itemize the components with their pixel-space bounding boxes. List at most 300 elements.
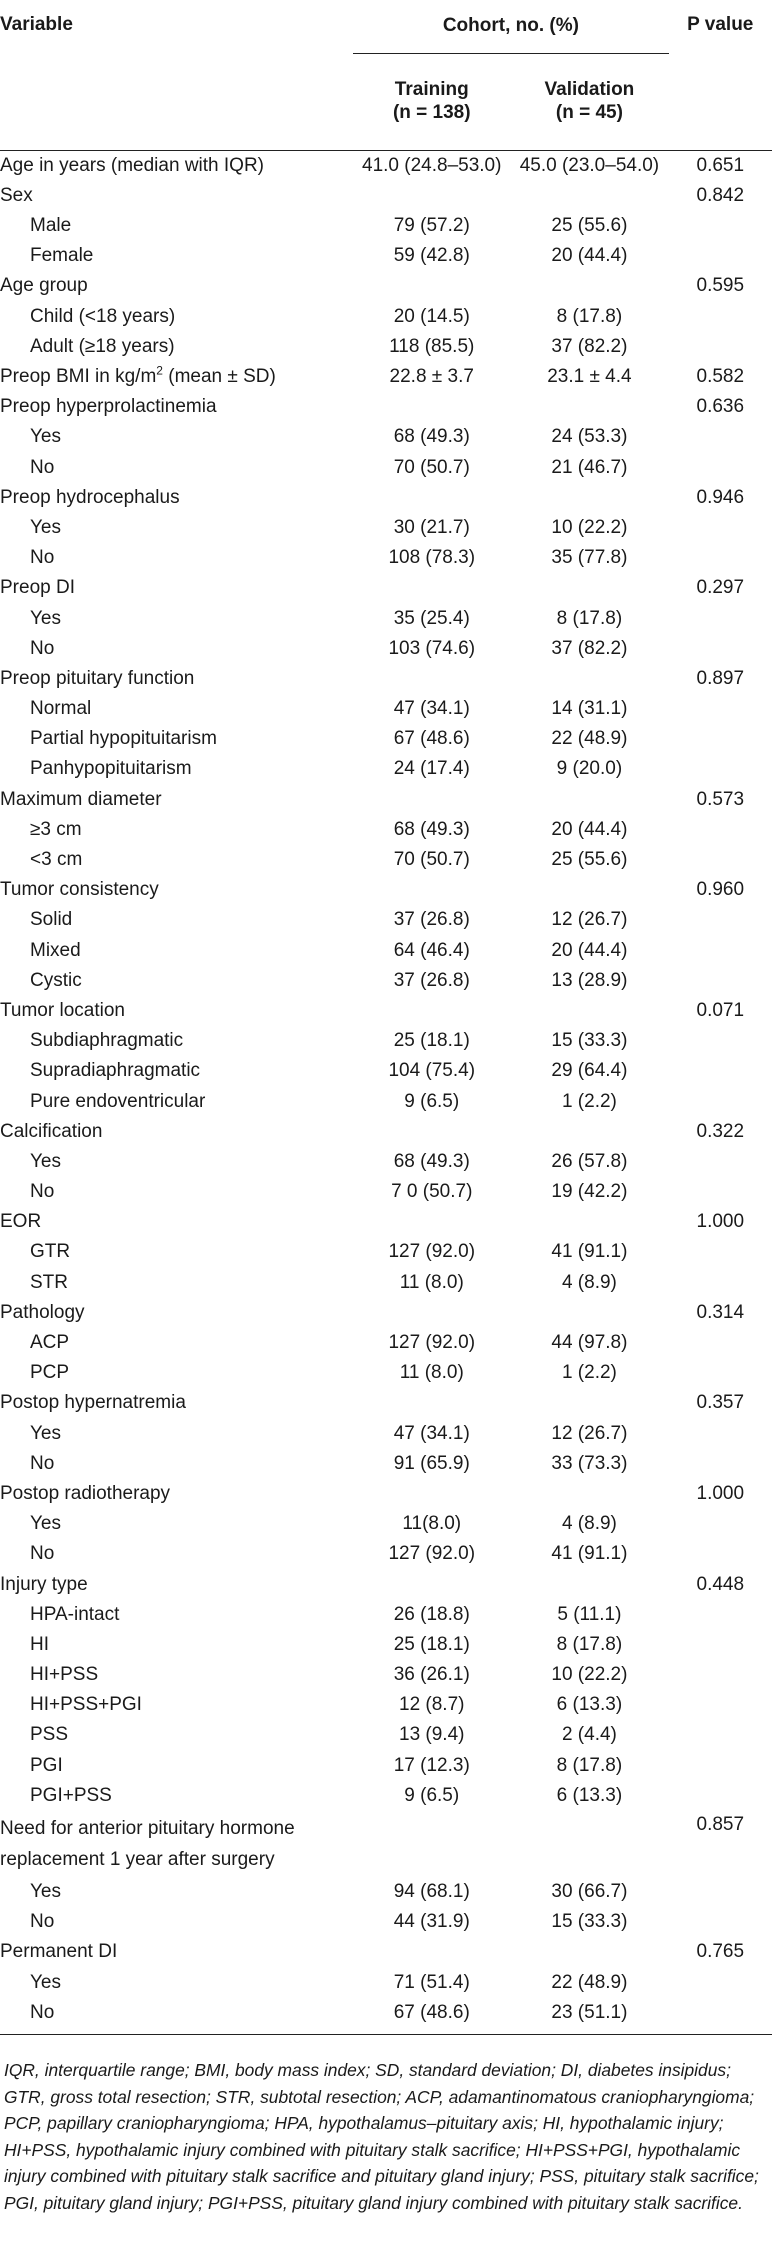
- table-row: [0, 725, 772, 755]
- variable-cell: Yes: [30, 1881, 61, 1902]
- p-value-cell: 0.573: [696, 788, 745, 810]
- variable-cell: Mixed: [30, 939, 81, 961]
- p-value-cell: [669, 242, 772, 272]
- variable-cell: Female: [30, 245, 94, 267]
- table-row: [0, 574, 772, 604]
- validation-cell: 12 (26.7): [551, 909, 628, 931]
- training-cell: 59 (42.8): [393, 245, 470, 267]
- validation-cell: 14 (31.1): [551, 698, 628, 720]
- p-value-cell: [669, 1177, 772, 1207]
- validation-cell: 8 (17.8): [556, 607, 623, 629]
- p-value-cell: [669, 1908, 772, 1938]
- table-row: [0, 393, 772, 423]
- training-cell: 22.8 ± 3.7: [389, 366, 474, 387]
- validation-cell: 22 (48.9): [551, 1971, 628, 1993]
- training-cell: 91 (65.9): [393, 1452, 470, 1474]
- p-value-cell: 0.946: [696, 486, 745, 508]
- validation-cell: 19 (42.2): [551, 1181, 628, 1203]
- training-cell: 11(8.0): [402, 1513, 462, 1535]
- variable-cell: HPA-intact: [30, 1603, 120, 1625]
- validation-cell: [510, 996, 668, 1026]
- training-cell: 13 (9.4): [399, 1724, 465, 1746]
- header-validation: [510, 54, 668, 151]
- validation-cell: [510, 664, 668, 694]
- p-value-cell: [669, 543, 772, 573]
- table-row: [0, 362, 772, 392]
- table-row: [0, 1268, 772, 1298]
- p-value-cell: [669, 755, 772, 785]
- validation-cell: 44 (97.8): [551, 1332, 628, 1353]
- table-row: [0, 1721, 772, 1751]
- table-row: [0, 1660, 772, 1690]
- variable-cell: Adult (≥18 years): [30, 335, 175, 357]
- table-row: [0, 1419, 772, 1449]
- table-row: [0, 1630, 772, 1660]
- training-cell: 12 (8.7): [399, 1694, 465, 1716]
- header-training-name: Training: [394, 79, 469, 101]
- variable-cell: Preop DI: [0, 577, 75, 599]
- validation-cell: 20 (44.4): [551, 939, 628, 961]
- validation-cell: 41 (91.1): [551, 1241, 628, 1263]
- training-cell: 9 (6.5): [404, 1090, 460, 1112]
- table-row: [0, 1026, 772, 1056]
- variable-cell: Pathology: [0, 1301, 85, 1323]
- training-cell: 47 (34.1): [393, 1422, 470, 1444]
- p-value-cell: [669, 1087, 772, 1117]
- variable-cell: Yes: [30, 607, 61, 629]
- p-value-cell: 1.000: [696, 1211, 745, 1233]
- variable-cell: Preop hydrocephalus: [0, 486, 180, 508]
- validation-cell: 37 (82.2): [551, 335, 628, 357]
- table-row: [0, 1087, 772, 1117]
- variable-cell: PGI: [30, 1754, 63, 1776]
- p-value-cell: [669, 1026, 772, 1056]
- table-row: [0, 755, 772, 785]
- variable-cell: Yes: [30, 1971, 61, 1993]
- table-row: [0, 906, 772, 936]
- table-row: [0, 1117, 772, 1147]
- bmi-superscript: 2: [156, 363, 163, 378]
- validation-cell: 9 (20.0): [556, 758, 623, 780]
- p-value-cell: [669, 966, 772, 996]
- variable-cell: Male: [30, 215, 72, 237]
- validation-cell: 1 (2.2): [561, 1090, 617, 1112]
- variable-cell: Preop hyperprolactinemia: [0, 396, 217, 418]
- variable-cell: No: [30, 456, 55, 478]
- p-value-cell: 0.842: [696, 184, 745, 206]
- validation-cell: 26 (57.8): [551, 1150, 628, 1172]
- table-row: [0, 181, 772, 211]
- validation-cell: [510, 1479, 668, 1509]
- validation-cell: 23.1 ± 4.4: [547, 366, 632, 387]
- training-cell: [353, 181, 510, 211]
- table-row: [0, 1208, 772, 1238]
- validation-cell: 4 (8.9): [561, 1513, 617, 1535]
- validation-cell: 6 (13.3): [556, 1784, 623, 1806]
- table-row: [0, 1908, 772, 1938]
- validation-cell: 10 (22.2): [551, 516, 628, 538]
- table-row: [0, 936, 772, 966]
- table-row: [0, 1449, 772, 1479]
- training-cell: 25 (18.1): [393, 1633, 470, 1655]
- table-row: [0, 1877, 772, 1907]
- p-value-cell: [669, 1268, 772, 1298]
- p-value-cell: [669, 1238, 772, 1268]
- variable-cell: Age group: [0, 275, 88, 297]
- training-cell: 108 (78.3): [388, 547, 476, 569]
- training-cell: 7 0 (50.7): [391, 1181, 473, 1203]
- bmi-label-suffix: (mean ± SD): [162, 366, 276, 387]
- p-value-cell: [669, 332, 772, 362]
- table-row: [0, 1570, 772, 1600]
- validation-cell: [510, 1298, 668, 1328]
- validation-cell: [510, 876, 668, 906]
- table-row: [0, 785, 772, 815]
- header-training: [353, 54, 510, 151]
- p-value-cell: [669, 1781, 772, 1811]
- variable-cell: Normal: [30, 698, 92, 720]
- p-value-cell: 0.071: [696, 999, 745, 1021]
- training-cell: 127 (92.0): [388, 1543, 476, 1565]
- validation-cell: 35 (77.8): [551, 547, 628, 569]
- table-row: [0, 151, 772, 182]
- validation-cell: [510, 1208, 668, 1238]
- variable-cell: Solid: [30, 909, 73, 931]
- variable-cell: No: [30, 1543, 55, 1565]
- variable-cell: No: [30, 1911, 55, 1933]
- table-row: [0, 694, 772, 724]
- variable-cell: Sex: [0, 184, 33, 206]
- table-row: [0, 543, 772, 573]
- training-cell: 127 (92.0): [388, 1241, 476, 1263]
- p-value-cell: 0.897: [696, 667, 745, 689]
- training-cell: 104 (75.4): [388, 1060, 476, 1082]
- p-value-cell: 0.765: [696, 1941, 745, 1963]
- table-row: [0, 1298, 772, 1328]
- training-cell: [353, 876, 510, 906]
- variable-cell: STR: [30, 1271, 68, 1293]
- training-cell: 68 (49.3): [393, 818, 470, 840]
- table-row: [0, 483, 772, 513]
- table-row: [0, 1691, 772, 1721]
- training-cell: [353, 272, 510, 302]
- training-cell: 68 (49.3): [393, 1150, 470, 1172]
- p-value-cell: 0.357: [696, 1392, 745, 1414]
- training-cell: 79 (57.2): [393, 215, 470, 237]
- header-cohort: Cohort, no. (%): [353, 0, 668, 54]
- table-row: [0, 332, 772, 362]
- training-cell: 37 (26.8): [393, 909, 470, 931]
- training-cell: [353, 996, 510, 1026]
- training-cell: [353, 664, 510, 694]
- table-row: [0, 272, 772, 302]
- p-value-cell: 0.651: [696, 154, 745, 176]
- table-bottom-rule: [0, 2028, 772, 2035]
- variable-cell: PGI+PSS: [30, 1784, 112, 1806]
- variable-cell: Panhypopituitarism: [30, 758, 192, 780]
- table-row: [0, 1781, 772, 1811]
- header-validation-n: (n = 45): [555, 102, 623, 123]
- p-value-cell: 0.582: [696, 366, 745, 387]
- training-cell: 17 (12.3): [393, 1754, 470, 1776]
- validation-cell: 37 (82.2): [551, 637, 628, 659]
- validation-cell: 15 (33.3): [551, 1911, 628, 1933]
- validation-cell: [510, 574, 668, 604]
- validation-cell: [510, 483, 668, 513]
- validation-cell: 41 (91.1): [551, 1543, 628, 1565]
- validation-cell: 5 (11.1): [557, 1603, 622, 1625]
- validation-cell: 20 (44.4): [551, 245, 628, 267]
- variable-cell: [0, 362, 353, 392]
- variable-cell: No: [30, 1452, 55, 1474]
- p-value-cell: 1.000: [696, 1482, 745, 1504]
- training-cell: 30 (21.7): [393, 516, 470, 538]
- p-value-cell: [669, 1147, 772, 1177]
- validation-cell: [510, 1117, 668, 1147]
- training-cell: [353, 1570, 510, 1600]
- training-cell: 64 (46.4): [393, 939, 470, 961]
- variable-cell: GTR: [30, 1241, 71, 1263]
- header-variable: Variable: [0, 14, 73, 35]
- validation-cell: [510, 393, 668, 423]
- training-cell: [353, 1389, 510, 1419]
- validation-cell: 13 (28.9): [551, 969, 628, 991]
- p-value-cell: [669, 694, 772, 724]
- validation-cell: [510, 785, 668, 815]
- table-row: [0, 1998, 772, 2028]
- variable-cell: Yes: [30, 1513, 61, 1535]
- p-value-cell: 0.448: [696, 1573, 745, 1595]
- p-value-cell: [669, 1328, 772, 1358]
- p-value-cell: 0.297: [696, 577, 745, 599]
- p-value-cell: [669, 1877, 772, 1907]
- p-value-cell: [669, 1600, 772, 1630]
- validation-cell: 10 (22.2): [551, 1664, 628, 1686]
- p-value-cell: [669, 1751, 772, 1781]
- p-value-cell: [669, 513, 772, 543]
- variable-cell: Age in years (median with IQR): [0, 154, 264, 176]
- variable-cell: ≥3 cm: [30, 818, 82, 840]
- variable-cell: EOR: [0, 1211, 42, 1233]
- validation-cell: 25 (55.6): [551, 849, 628, 870]
- training-cell: 71 (51.4): [393, 1971, 470, 1993]
- table-row: [0, 1238, 772, 1268]
- training-cell: 24 (17.4): [393, 758, 470, 780]
- variable-cell: Subdiaphragmatic: [30, 1030, 184, 1052]
- training-cell: 11 (8.0): [399, 1271, 464, 1293]
- training-cell: 67 (48.6): [393, 2001, 470, 2023]
- validation-cell: 21 (46.7): [551, 456, 628, 478]
- p-value-cell: [669, 936, 772, 966]
- variable-cell: Postop hypernatremia: [0, 1392, 186, 1414]
- variable-cell: Calcification: [0, 1120, 103, 1142]
- training-cell: 11 (8.0): [399, 1362, 464, 1384]
- p-value-cell: [669, 1540, 772, 1570]
- table-row: [0, 664, 772, 694]
- header-p-value: P value: [687, 14, 754, 35]
- validation-cell: 24 (53.3): [551, 426, 628, 448]
- variable-cell: HI: [30, 1633, 49, 1655]
- p-value-cell: [669, 1721, 772, 1751]
- variable-cell: Yes: [30, 516, 61, 538]
- p-value-cell: [669, 423, 772, 453]
- variable-cell: Cystic: [30, 969, 82, 991]
- p-value-cell: [669, 1998, 772, 2028]
- validation-cell: [510, 1938, 668, 1968]
- training-cell: [353, 1117, 510, 1147]
- p-value-cell: [669, 1968, 772, 1998]
- table-footnote: IQR, interquartile range; BMI, body mass index; SD, standard deviation; DI, diabetes insipidus; GTR, gross total resection; STR, subtotal resection; ACP, adamantinomatous craniopharyngioma; PCP, papillary craniopharyngioma; HPA, hypothalamus–pituitary axis; HI, hypothalamic injury; HI+PSS, hypothalamic injury combined with pituitary stalk sacrifice; HI+PSS+PGI, hypothalamic injury combined with pituitary stalk sacrifice and pituitary gland injury; PSS, pituitary stalk sacrifice; PGI, pituitary gland injury; PGI+PSS, pituitary gland injury combined with pituitary stalk sacrifice.: [4, 2060, 759, 2213]
- variable-cell: HI+PSS+PGI: [30, 1694, 142, 1716]
- p-value-cell: [669, 1057, 772, 1087]
- p-value-cell: 0.322: [696, 1120, 745, 1142]
- p-value-cell: [669, 1660, 772, 1690]
- training-cell: 67 (48.6): [393, 728, 470, 750]
- variable-cell: Tumor consistency: [0, 879, 159, 901]
- table-row: [0, 1328, 772, 1358]
- p-value-cell: [669, 1630, 772, 1660]
- training-cell: [353, 483, 510, 513]
- training-cell: 36 (26.1): [393, 1664, 470, 1686]
- training-cell: [353, 574, 510, 604]
- training-cell: [353, 393, 510, 423]
- validation-cell: [510, 1811, 668, 1877]
- p-value-cell: [669, 1419, 772, 1449]
- table-row: [0, 815, 772, 845]
- table-row: [0, 634, 772, 664]
- table-row: [0, 604, 772, 634]
- variable-cell: No: [30, 637, 55, 659]
- table-row: [0, 1057, 772, 1087]
- table-row: [0, 242, 772, 272]
- validation-cell: 23 (51.1): [551, 2001, 628, 2023]
- training-cell: 9 (6.5): [404, 1784, 460, 1806]
- variable-cell: PCP: [30, 1362, 70, 1384]
- p-value-cell: 0.314: [696, 1301, 745, 1323]
- training-cell: 47 (34.1): [393, 698, 470, 720]
- training-cell: 37 (26.8): [393, 969, 470, 991]
- training-cell: [353, 1298, 510, 1328]
- variable-cell: Need for anterior pituitary hormone replacement 1 year after surgery: [0, 1818, 295, 1871]
- training-cell: 70 (50.7): [393, 849, 470, 870]
- training-cell: 94 (68.1): [393, 1881, 470, 1902]
- table-row: [0, 1147, 772, 1177]
- training-cell: 20 (14.5): [393, 305, 470, 327]
- validation-cell: 8 (17.8): [556, 305, 623, 327]
- table-row: [0, 453, 772, 483]
- variable-cell: Preop pituitary function: [0, 667, 195, 689]
- validation-cell: [510, 181, 668, 211]
- training-cell: [353, 785, 510, 815]
- table-row: [0, 211, 772, 241]
- table-row: [0, 996, 772, 1026]
- variable-cell: <3 cm: [30, 849, 83, 870]
- table-row: [0, 966, 772, 996]
- p-value-cell: [669, 906, 772, 936]
- p-value-cell: [669, 302, 772, 332]
- p-value-cell: [669, 1359, 772, 1389]
- validation-cell: 12 (26.7): [551, 1422, 628, 1444]
- training-cell: 103 (74.6): [388, 637, 476, 659]
- header-training-n: (n = 138): [392, 102, 471, 123]
- p-value-cell: [669, 725, 772, 755]
- table-row: [0, 302, 772, 332]
- validation-cell: [510, 272, 668, 302]
- variable-cell: Yes: [30, 1150, 61, 1172]
- p-value-cell: [669, 634, 772, 664]
- table-row: [0, 1389, 772, 1419]
- training-cell: 26 (18.8): [393, 1603, 470, 1625]
- p-value-cell: 0.636: [696, 396, 745, 418]
- training-cell: [353, 1479, 510, 1509]
- table-row: [0, 1938, 772, 1968]
- validation-cell: 6 (13.3): [556, 1694, 623, 1716]
- variable-cell: Permanent DI: [0, 1941, 118, 1963]
- table-row: [0, 423, 772, 453]
- variable-cell: Child (<18 years): [30, 305, 176, 327]
- variable-cell: Tumor location: [0, 999, 125, 1021]
- training-cell: 70 (50.7): [393, 456, 470, 478]
- table-row: [0, 1479, 772, 1509]
- table-row: [0, 1600, 772, 1630]
- variable-cell: No: [30, 547, 55, 569]
- validation-cell: 25 (55.6): [551, 215, 628, 237]
- training-cell: [353, 1938, 510, 1968]
- variable-cell: Postop radiotherapy: [0, 1482, 171, 1504]
- table-row: [0, 1509, 772, 1539]
- table-row: [0, 513, 772, 543]
- variable-cell: Partial hypopituitarism: [30, 728, 217, 750]
- validation-cell: 8 (17.8): [556, 1754, 623, 1776]
- training-cell: [353, 1208, 510, 1238]
- validation-cell: [510, 1389, 668, 1419]
- training-cell: 44 (31.9): [393, 1911, 470, 1933]
- table-row: [0, 845, 772, 875]
- variable-cell: No: [30, 2001, 55, 2023]
- validation-cell: 30 (66.7): [551, 1881, 628, 1902]
- variable-cell: Yes: [30, 426, 61, 448]
- validation-cell: 2 (4.4): [561, 1724, 617, 1746]
- p-value-cell: [669, 815, 772, 845]
- training-cell: 35 (25.4): [393, 607, 470, 629]
- validation-cell: 33 (73.3): [551, 1452, 628, 1474]
- training-cell: 41.0 (24.8–53.0): [362, 154, 502, 176]
- p-value-cell: [669, 1691, 772, 1721]
- variable-cell: Yes: [30, 1422, 61, 1444]
- variable-cell: Maximum diameter: [0, 788, 162, 810]
- header-row-1: [0, 0, 772, 54]
- variable-cell: HI+PSS: [30, 1664, 99, 1686]
- table-body: [0, 151, 772, 2029]
- p-value-cell: [669, 1449, 772, 1479]
- training-cell: 25 (18.1): [393, 1030, 470, 1052]
- validation-cell: 29 (64.4): [551, 1060, 628, 1082]
- variable-cell: PSS: [30, 1724, 69, 1746]
- variable-cell: Pure endoventricular: [30, 1090, 206, 1112]
- validation-cell: 8 (17.8): [556, 1633, 623, 1655]
- validation-cell: 20 (44.4): [551, 818, 628, 840]
- table-row: [0, 1968, 772, 1998]
- validation-cell: 4 (8.9): [561, 1271, 617, 1293]
- validation-cell: 1 (2.2): [561, 1362, 617, 1384]
- validation-cell: [510, 1570, 668, 1600]
- p-value-cell: 0.595: [696, 275, 745, 297]
- validation-cell: 45.0 (23.0–54.0): [519, 154, 660, 176]
- training-cell: 118 (85.5): [389, 335, 475, 357]
- training-cell: 127 (92.0): [388, 1332, 476, 1353]
- p-value-cell: [669, 604, 772, 634]
- variable-cell: No: [30, 1181, 55, 1203]
